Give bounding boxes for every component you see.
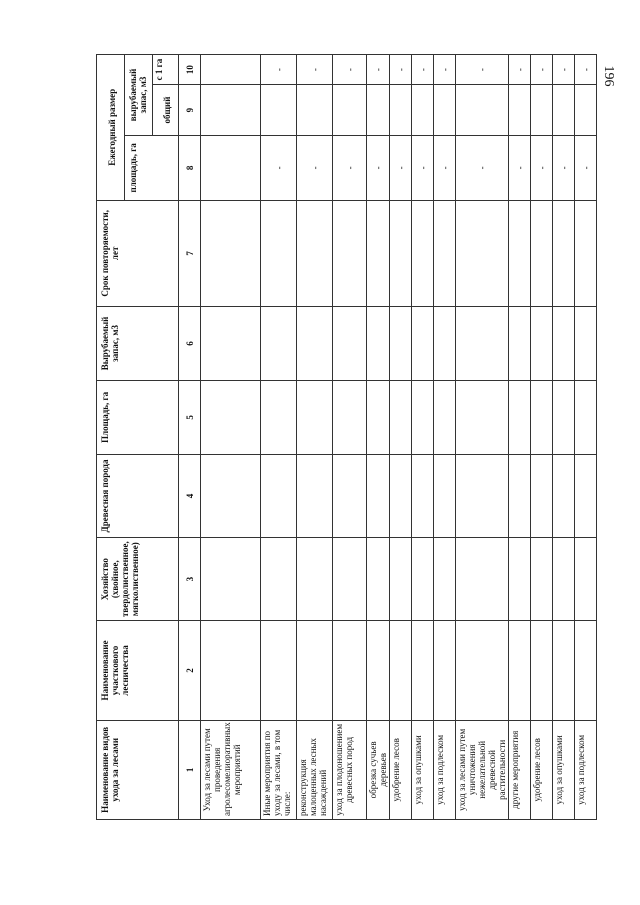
cell-empty xyxy=(201,621,261,720)
cell-area: - xyxy=(261,135,297,200)
row-name: Уход за лесами путем проведения агролесомелиоративных мероприятий xyxy=(201,720,261,819)
cell-empty xyxy=(456,454,509,537)
cell-area: - xyxy=(553,135,575,200)
column-number-2: 2 xyxy=(179,621,201,720)
cell-empty xyxy=(297,306,333,380)
cell-empty xyxy=(412,85,434,136)
cell-empty xyxy=(434,538,456,621)
cell-empty xyxy=(531,380,553,454)
cell-empty xyxy=(531,306,553,380)
cell-empty xyxy=(261,538,297,621)
row-name: уход за подлеском xyxy=(434,720,456,819)
row-name: удобрение лесов xyxy=(531,720,553,819)
cell-area: - xyxy=(367,135,390,200)
header-col10: с 1 га xyxy=(153,55,179,85)
cell-empty xyxy=(201,85,261,136)
cell-empty xyxy=(261,454,297,537)
cell-per-ha: - xyxy=(553,55,575,85)
column-number-10: 10 xyxy=(179,55,201,85)
row-name: уход за опушками xyxy=(412,720,434,819)
cell-empty xyxy=(575,538,597,621)
header-subgroup-volume: вырубаемый запас, м3 xyxy=(125,55,153,136)
column-number-1: 1 xyxy=(179,720,201,819)
cell-empty xyxy=(434,85,456,136)
column-number-9: 9 xyxy=(179,85,201,136)
cell-empty xyxy=(553,85,575,136)
cell-empty xyxy=(553,380,575,454)
cell-empty xyxy=(367,538,390,621)
cell-per-ha: - xyxy=(434,55,456,85)
header-annual-group: Ежегодный размер xyxy=(97,55,125,201)
cell-empty xyxy=(367,200,390,306)
cell-area: - xyxy=(434,135,456,200)
cell-empty xyxy=(367,621,390,720)
cell-empty xyxy=(434,306,456,380)
cell-empty xyxy=(201,306,261,380)
cell-empty xyxy=(456,621,509,720)
cell-empty xyxy=(531,538,553,621)
header-col6: Вырубаемый запас, м3 xyxy=(97,306,179,380)
table-row xyxy=(412,55,434,820)
cell-empty xyxy=(575,454,597,537)
cell-empty xyxy=(297,380,333,454)
column-number-3: 3 xyxy=(179,538,201,621)
row-name: уход за опушками xyxy=(553,720,575,819)
cell-empty xyxy=(390,538,412,621)
cell-empty xyxy=(575,621,597,720)
page-number: 196 xyxy=(601,65,616,87)
cell-empty xyxy=(553,200,575,306)
cell-per-ha: - xyxy=(412,55,434,85)
cell-per-ha: - xyxy=(575,55,597,85)
cell-empty xyxy=(297,200,333,306)
cell-empty xyxy=(531,454,553,537)
cell-empty xyxy=(456,200,509,306)
cell-per-ha: - xyxy=(509,55,531,85)
cell-empty xyxy=(297,85,333,136)
row-name: уход за плодоношением древесных пород xyxy=(333,720,367,819)
cell-empty xyxy=(367,306,390,380)
row-name: удобрение лесов xyxy=(390,720,412,819)
cell-empty xyxy=(553,454,575,537)
cell-empty xyxy=(509,621,531,720)
cell-empty xyxy=(201,380,261,454)
table-row xyxy=(434,55,456,820)
cell-empty xyxy=(333,306,367,380)
header-col1: Наименование видов ухода за лесами xyxy=(97,720,179,819)
cell-empty xyxy=(367,454,390,537)
column-number-8: 8 xyxy=(179,135,201,200)
cell-empty xyxy=(509,306,531,380)
header-col5: Площадь, га xyxy=(97,380,179,454)
cell-per-ha: - xyxy=(333,55,367,85)
cell-per-ha: - xyxy=(367,55,390,85)
cell-empty xyxy=(333,621,367,720)
cell-empty xyxy=(412,306,434,380)
forest-care-table xyxy=(96,54,597,820)
cell-empty xyxy=(261,621,297,720)
cell-empty xyxy=(456,380,509,454)
cell-per-ha: - xyxy=(390,55,412,85)
cell-empty xyxy=(297,538,333,621)
column-number-6: 6 xyxy=(179,306,201,380)
header-col4: Древесная порода xyxy=(97,454,179,537)
table-row xyxy=(367,55,390,820)
cell-empty xyxy=(509,538,531,621)
cell-area xyxy=(201,135,261,200)
row-name: другие мероприятия xyxy=(509,720,531,819)
cell-empty xyxy=(434,454,456,537)
row-name: реконструкция малоценных лесных насаждений xyxy=(297,720,333,819)
cell-area: - xyxy=(509,135,531,200)
cell-empty xyxy=(333,380,367,454)
cell-empty xyxy=(367,380,390,454)
cell-empty xyxy=(333,454,367,537)
cell-area: - xyxy=(390,135,412,200)
cell-empty xyxy=(531,85,553,136)
table-row xyxy=(201,55,261,820)
cell-empty xyxy=(434,200,456,306)
cell-empty xyxy=(456,538,509,621)
row-name: уход за лесами путем уничтожения нежелательной древесной растительности xyxy=(456,720,509,819)
cell-empty xyxy=(509,454,531,537)
cell-area: - xyxy=(575,135,597,200)
cell-empty xyxy=(434,380,456,454)
cell-empty xyxy=(390,85,412,136)
cell-per-ha: - xyxy=(261,55,297,85)
cell-empty xyxy=(261,85,297,136)
cell-empty xyxy=(261,200,297,306)
cell-area: - xyxy=(456,135,509,200)
cell-empty xyxy=(509,200,531,306)
cell-empty xyxy=(390,200,412,306)
table-row xyxy=(333,55,367,820)
header-col8: площадь, га xyxy=(125,135,179,200)
cell-per-ha: - xyxy=(456,55,509,85)
cell-empty xyxy=(575,200,597,306)
row-name: уход за подлеском xyxy=(575,720,597,819)
cell-empty xyxy=(575,380,597,454)
cell-empty xyxy=(456,306,509,380)
cell-empty xyxy=(412,380,434,454)
cell-empty xyxy=(412,200,434,306)
cell-empty xyxy=(575,85,597,136)
cell-per-ha: - xyxy=(297,55,333,85)
cell-area: - xyxy=(333,135,367,200)
cell-empty xyxy=(390,621,412,720)
table-row xyxy=(390,55,412,820)
cell-empty xyxy=(297,621,333,720)
column-number-row xyxy=(179,55,201,820)
header-col2: Наименование участкового лесничества xyxy=(97,621,179,720)
cell-empty xyxy=(201,538,261,621)
cell-empty xyxy=(333,85,367,136)
cell-area: - xyxy=(531,135,553,200)
cell-empty xyxy=(553,538,575,621)
table-row xyxy=(553,55,575,820)
cell-empty xyxy=(261,306,297,380)
cell-empty xyxy=(333,200,367,306)
cell-empty xyxy=(412,621,434,720)
cell-empty xyxy=(509,380,531,454)
table-row xyxy=(297,55,333,820)
header-col3: Хозяйство (хвойное, твердолиственное, мягколиственное) xyxy=(97,538,179,621)
cell-empty xyxy=(297,454,333,537)
column-number-5: 5 xyxy=(179,380,201,454)
table-container xyxy=(96,54,592,820)
header-col9: общий xyxy=(153,85,179,136)
table-row xyxy=(456,55,509,820)
cell-empty xyxy=(261,380,297,454)
header-col7: Срок повторяемости, лет xyxy=(97,200,179,306)
table-row xyxy=(509,55,531,820)
cell-empty xyxy=(390,454,412,537)
cell-empty xyxy=(434,621,456,720)
cell-per-ha xyxy=(201,55,261,85)
cell-area: - xyxy=(297,135,333,200)
cell-empty xyxy=(390,380,412,454)
cell-empty xyxy=(553,306,575,380)
cell-empty xyxy=(333,538,367,621)
cell-area: - xyxy=(412,135,434,200)
column-number-4: 4 xyxy=(179,454,201,537)
cell-empty xyxy=(509,85,531,136)
cell-empty xyxy=(201,200,261,306)
column-number-7: 7 xyxy=(179,200,201,306)
cell-empty xyxy=(531,200,553,306)
cell-empty xyxy=(412,454,434,537)
cell-empty xyxy=(553,621,575,720)
cell-empty xyxy=(412,538,434,621)
row-name: Иные мероприятия по уходу за лесами, в том числе: xyxy=(261,720,297,819)
cell-empty xyxy=(367,85,390,136)
cell-empty xyxy=(531,621,553,720)
table-row xyxy=(261,55,297,820)
cell-per-ha: - xyxy=(531,55,553,85)
row-name: обрезка сучьев деревьев xyxy=(367,720,390,819)
cell-empty xyxy=(456,85,509,136)
cell-empty xyxy=(390,306,412,380)
table-row xyxy=(575,55,597,820)
cell-empty xyxy=(575,306,597,380)
cell-empty xyxy=(201,454,261,537)
table-row xyxy=(531,55,553,820)
